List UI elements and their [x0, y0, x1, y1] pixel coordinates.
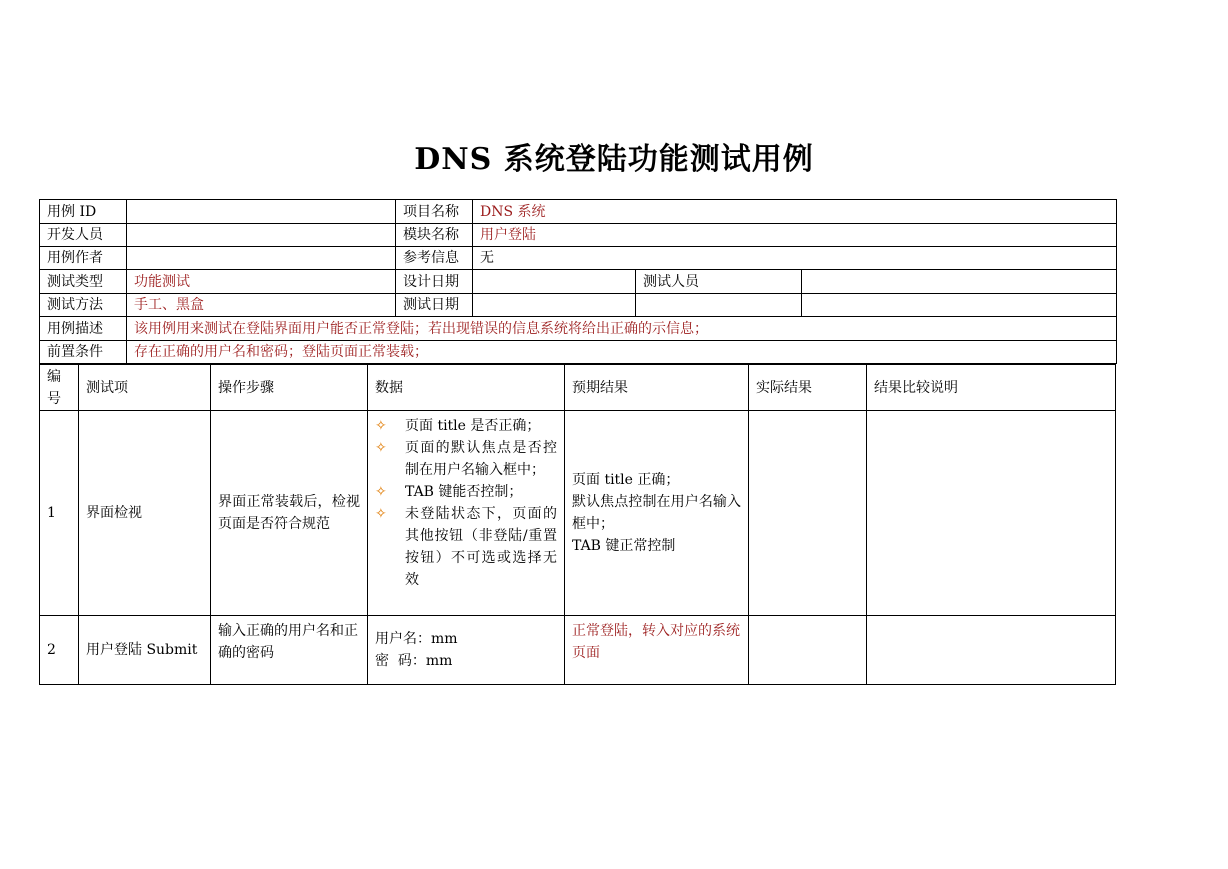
- module-name-value[interactable]: 用户登陆: [473, 224, 1117, 247]
- steps-header-row: [40, 365, 1116, 411]
- col-header-no-line1: 编: [47, 368, 61, 385]
- test-method-label: 测试方法: [40, 294, 127, 317]
- col-header-compare: 结果比较说明: [867, 365, 1116, 411]
- row-1-compare[interactable]: [867, 411, 1116, 616]
- test-date-extra-2[interactable]: [802, 294, 1117, 317]
- description-label: 用例描述: [40, 317, 127, 341]
- reference-label: 参考信息: [396, 247, 473, 270]
- case-info-table: [39, 199, 1117, 364]
- test-date-value[interactable]: [473, 294, 636, 317]
- case-id-value[interactable]: [127, 200, 396, 224]
- list-item: ✧ 页面 title 是否正确；: [375, 415, 557, 437]
- info-row-description: [40, 317, 1117, 341]
- row-2-compare[interactable]: [867, 616, 1116, 685]
- test-method-value[interactable]: 手工、黑盒: [127, 294, 396, 317]
- test-steps-table: [39, 364, 1116, 685]
- list-item: ✧ 页面的默认焦点是否控制在用户名输入框中；: [375, 437, 557, 481]
- col-header-no-line2: 号: [47, 390, 61, 407]
- info-row-precondition: [40, 341, 1117, 364]
- tester-value[interactable]: [802, 270, 1117, 294]
- col-header-steps: 操作步骤: [211, 365, 368, 411]
- row-2-data: 用户名：mm 密 码：mm: [368, 616, 565, 685]
- row-1-data: [368, 411, 565, 616]
- reference-value[interactable]: 无: [473, 247, 1117, 270]
- table-row: [40, 616, 1116, 685]
- row-2-actual[interactable]: [749, 616, 867, 685]
- developer-label: 开发人员: [40, 224, 127, 247]
- table-row: [40, 411, 1116, 616]
- col-header-item: 测试项: [79, 365, 211, 411]
- test-date-extra-1[interactable]: [636, 294, 802, 317]
- bullet-icon: ✧: [375, 418, 387, 434]
- col-header-no: [40, 365, 79, 411]
- info-row-test-method: [40, 294, 1117, 317]
- test-type-value[interactable]: 功能测试: [127, 270, 396, 294]
- row-1-actual[interactable]: [749, 411, 867, 616]
- info-row-test-type: [40, 270, 1117, 294]
- author-label: 用例作者: [40, 247, 127, 270]
- precondition-value[interactable]: 存在正确的用户名和密码；登陆页面正常装载；: [127, 341, 1117, 364]
- list-item: ✧ TAB 键能否控制；: [375, 481, 557, 503]
- col-header-expected: 预期结果: [565, 365, 749, 411]
- col-header-data: 数据: [368, 365, 565, 411]
- design-date-label: 设计日期: [396, 270, 473, 294]
- bullet-icon: ✧: [375, 484, 387, 500]
- info-row-author: [40, 247, 1117, 270]
- row-1-data-list: [375, 415, 557, 591]
- row-1-item: 界面检视: [79, 411, 211, 616]
- list-item: ✧ 未登陆状态下，页面的其他按钮（非登陆/重置按钮）不可选或选择无效: [375, 503, 557, 591]
- col-header-actual: 实际结果: [749, 365, 867, 411]
- test-type-label: 测试类型: [40, 270, 127, 294]
- project-name-label: 项目名称: [396, 200, 473, 224]
- description-value[interactable]: 该用例用来测试在登陆界面用户能否正常登陆；若出现错误的信息系统将给出正确的示信息；: [127, 317, 1117, 341]
- bullet-icon: ✧: [375, 440, 387, 456]
- case-id-label: 用例 ID: [40, 200, 127, 224]
- row-1-expected: 页面 title 正确； 默认焦点控制在用户名输入框中； TAB 键正常控制: [565, 411, 749, 616]
- precondition-label: 前置条件: [40, 341, 127, 364]
- row-2-item: 用户登陆 Submit: [79, 616, 211, 685]
- design-date-value[interactable]: [473, 270, 636, 294]
- tester-label: 测试人员: [636, 270, 802, 294]
- row-1-steps: 界面正常装载后，检视页面是否符合规范: [211, 411, 368, 616]
- row-1-no: 1: [40, 411, 79, 616]
- document-title: DNS 系统登陆功能测试用例: [414, 142, 814, 177]
- info-row-case-id: [40, 200, 1117, 224]
- info-row-developer: [40, 224, 1117, 247]
- author-value[interactable]: [127, 247, 396, 270]
- project-name-value[interactable]: DNS 系统: [473, 200, 1117, 224]
- module-name-label: 模块名称: [396, 224, 473, 247]
- row-2-expected: 正常登陆，转入对应的系统页面: [565, 616, 749, 685]
- row-2-no: 2: [40, 616, 79, 685]
- row-2-steps: 输入正确的用户名和正确的密码: [211, 616, 368, 685]
- developer-value[interactable]: [127, 224, 396, 247]
- bullet-icon: ✧: [375, 506, 387, 522]
- test-date-label: 测试日期: [396, 294, 473, 317]
